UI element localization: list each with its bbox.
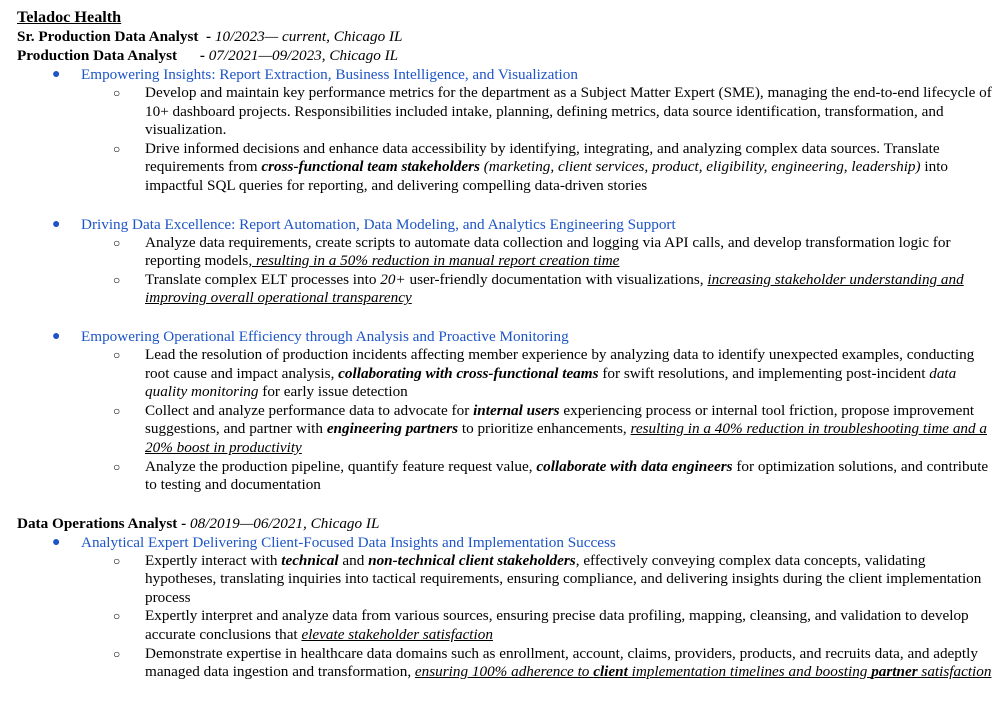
point-text: Develop and maintain key performance metrics for the department as a Subject Matter Expert (SME), managing the end-to-end lifecycle of 10+ dashboard projects. Responsibilities included intake, planning, defining metrics, data source identification, transformation, and visualization. [145,84,992,139]
point-text: Analyze the production pipeline, quantify feature request value, [145,457,537,475]
point-bullet: ○ [113,86,121,100]
section-title: Driving Data Excellence: Report Automation, Data Modeling, and Analytics Engineering Support [81,215,676,233]
spacer [17,495,992,514]
role-title: Sr. Production Data Analyst [17,28,199,45]
point-bullet: ○ [113,553,121,568]
role-title: Production Data Analyst [17,47,178,64]
result-highlight: , resulting in a 50% reduction in manual report creation time [248,252,620,270]
point-bullet: ○ [113,403,121,418]
italic-text: (marketing, client services, product, eligibility, engineering, leadership) [479,158,921,176]
emphasis-text: non-technical client stakeholders [368,551,576,569]
role-title: Data Operations Analyst [17,514,178,532]
list-item [81,645,992,682]
section-client-insights [17,533,992,682]
point-text: Drive informed decisions and enhance data accessibility by identifying, integrating, and analyzing complex data sources. Translate requirements from [145,139,940,176]
point-text: for optimization solutions, and contribute to testing and documentation [145,457,989,494]
section-bullet: ● [52,534,61,550]
italic-text: data quality monitoring [145,364,957,401]
spacer [17,196,992,215]
section-data-excellence [17,215,992,308]
point-list [81,346,992,495]
emphasis-text: cross-functional team stakeholders [261,158,480,176]
point-text: and [338,551,369,569]
section-title: Analytical Expert Delivering Client-Focused Data Insights and Implementation Success [81,533,616,551]
point-text: Lead the resolution of production incidents affecting member experience by analyzing data to identify unexpected examples, conducting root cause and impact analysis, [145,345,975,382]
italic-text: , [699,270,708,288]
emphasis-text: collaborate with data engineers [536,457,733,475]
role-dates: 10/2023— current, Chicago IL [214,28,403,45]
emphasis-text: technical [281,551,339,569]
point-list [81,84,992,196]
section-list [17,533,992,682]
list-item [81,140,992,196]
point-text: Expertly interact with [145,551,282,569]
section-operational-efficiency [17,327,992,495]
list-item [81,402,992,458]
point-bullet: ○ [113,347,121,362]
emphasis-text: internal users [473,401,560,419]
point-bullet: ○ [113,141,121,156]
emphasis-text: collaborating with cross-functional teams [338,364,599,382]
section-title: Empowering Insights: Report Extraction, Business Intelligence, and Visualization [81,66,578,83]
section-title: Empowering Operational Efficiency through Analysis and Proactive Monitoring [81,327,569,345]
result-highlight: resulting in a 40% reduction in troubleshooting time and a 20% boost in productivity [145,420,987,456]
point-text: Analyze data requirements, create scripts to automate data collection and logging via API calls, and develop transformation logic for reporting models [145,233,951,270]
role-senior-production-data-analyst [17,27,992,46]
result-highlight: satisfaction [917,663,992,681]
point-text: into impactful SQL queries for reporting, and delivering compelling data-driven stories [145,158,949,194]
point-bullet: ○ [113,609,121,624]
point-text: for swift resolutions, and implementing post-incident [598,364,930,382]
point-text: experiencing process or internal tool friction, propose improvement suggestions, and partner with [145,401,975,438]
point-bullet: ○ [113,272,121,287]
emphasis-highlight: partner [871,663,918,681]
point-list [81,234,992,308]
role-dates: 07/2021—09/2023, Chicago IL [208,47,399,64]
italic-text: 20+ [380,270,406,288]
section-bullet: ● [52,216,61,232]
spacer [17,308,992,327]
section-list [17,65,992,514]
list-item [81,458,992,495]
role-dates: 08/2019—06/2021, Chicago IL [189,514,380,532]
section-bullet: ● [52,67,61,82]
role-production-data-analyst [17,46,992,65]
list-item [81,234,992,271]
emphasis-highlight: client [593,663,628,681]
point-list [81,552,992,682]
point-text: for early issue detection [258,383,408,401]
point-bullet: ○ [113,646,121,661]
list-item [81,552,992,608]
role-separator: - [199,47,205,64]
company-name: Teladoc Health [17,8,122,26]
point-text: Translate complex ELT processes into [145,270,381,288]
point-text: , effectively conveying complex data concepts, validating hypotheses, translating inquiries into tactical requirements, ensuring compliance, and delivering insights during the client implementation process [145,551,982,606]
role-separator: - [181,514,187,532]
result-highlight: ensuring 100% adherence to [414,663,594,681]
point-text: to prioritize enhancements, [458,420,631,438]
point-text: Expertly interpret and analyze data from various sources, ensuring precise data profiling, mapping, cleansing, and validation to develop accurate conclusions that [145,607,969,644]
role-data-operations-analyst [17,514,992,533]
result-highlight: elevate stakeholder satisfaction [301,626,493,644]
role-separator: - [206,28,212,45]
list-item [81,607,992,644]
point-text: Demonstrate expertise in healthcare data domains such as enrollment, account, claims, providers, products, and recruits data, and adeptly managed data ingestion and transformation, [145,644,978,681]
list-item [81,271,992,308]
list-item [81,84,992,140]
list-item [81,346,992,402]
section-reporting-insights [17,65,992,196]
point-bullet: ○ [113,459,121,474]
point-text: Collect and analyze performance data to advocate for [145,401,474,419]
emphasis-text: engineering partners [326,420,459,438]
section-bullet: ● [52,328,61,344]
result-highlight: increasing stakeholder understanding and improving overall operational transparency [145,270,964,307]
point-text: user-friendly documentation with visualizations [405,270,700,288]
result-highlight: implementation timelines and boosting [627,663,872,681]
resume-page [17,7,992,682]
point-bullet: ○ [113,235,121,250]
